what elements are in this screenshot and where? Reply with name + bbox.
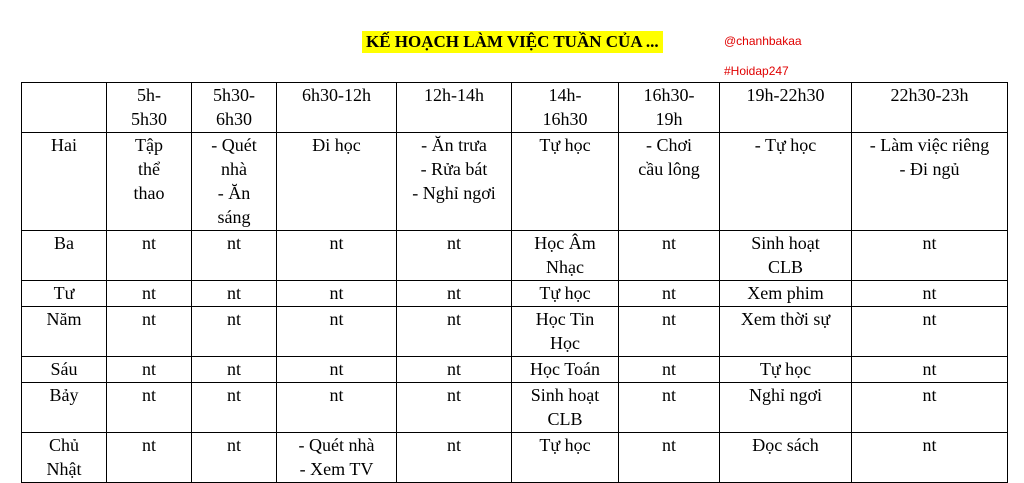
day-cell: Tư <box>22 281 107 307</box>
table-cell: Nghỉ ngơi <box>720 383 852 433</box>
table-cell: Tự học <box>512 433 619 483</box>
table-cell: - Ăn trưa - Rửa bát - Nghỉ ngơi <box>397 133 512 231</box>
table-row <box>22 307 1008 357</box>
header-cell-19h-22h30: 19h-22h30 <box>720 83 852 133</box>
day-cell: Chủ Nhật <box>22 433 107 483</box>
table-cell: - Quét nhà - Xem TV <box>277 433 397 483</box>
table-cell: nt <box>852 433 1008 483</box>
table-row <box>22 133 1008 231</box>
header-cell-22h30-23h: 22h30-23h <box>852 83 1008 133</box>
table-cell: nt <box>619 433 720 483</box>
table-row <box>22 281 1008 307</box>
table-cell: Tập thể thao <box>107 133 192 231</box>
table-cell: Xem thời sự <box>720 307 852 357</box>
table-cell: nt <box>192 231 277 281</box>
table-cell: Đi học <box>277 133 397 231</box>
day-cell: Sáu <box>22 357 107 383</box>
table-cell: Tự học <box>720 357 852 383</box>
table-cell: nt <box>192 383 277 433</box>
table-cell: nt <box>397 433 512 483</box>
page-title: KẾ HOẠCH LÀM VIỆC TUẦN CỦA ... <box>362 31 663 53</box>
table-cell: nt <box>107 433 192 483</box>
table-cell: - Tự học <box>720 133 852 231</box>
header-cell-12h-14h: 12h-14h <box>397 83 512 133</box>
table-cell: nt <box>192 307 277 357</box>
header-cell-5h-5h30: 5h- 5h30 <box>107 83 192 133</box>
table-cell: - Quét nhà - Ăn sáng <box>192 133 277 231</box>
table-body <box>22 133 1008 483</box>
table-cell: nt <box>852 383 1008 433</box>
table-cell: Sinh hoạt CLB <box>720 231 852 281</box>
day-cell: Bảy <box>22 383 107 433</box>
table-cell: nt <box>107 357 192 383</box>
table-cell: nt <box>619 357 720 383</box>
table-cell: nt <box>852 307 1008 357</box>
table-cell: nt <box>852 281 1008 307</box>
hashtag-label: #Hoidap247 <box>724 64 789 78</box>
table-cell: nt <box>852 231 1008 281</box>
table-cell: Học Toán <box>512 357 619 383</box>
table-cell: nt <box>397 307 512 357</box>
day-cell: Ba <box>22 231 107 281</box>
table-cell: Xem phim <box>720 281 852 307</box>
table-cell: nt <box>619 281 720 307</box>
table-cell: nt <box>192 281 277 307</box>
day-cell: Năm <box>22 307 107 357</box>
header-cell-6h30-12h: 6h30-12h <box>277 83 397 133</box>
table-cell: nt <box>852 357 1008 383</box>
table-cell: - Chơi cầu lông <box>619 133 720 231</box>
table-cell: nt <box>192 357 277 383</box>
table-cell: - Làm việc riêng - Đi ngủ <box>852 133 1008 231</box>
table-cell: nt <box>277 357 397 383</box>
table-cell: Tự học <box>512 133 619 231</box>
header-cell-day <box>22 83 107 133</box>
table-cell: nt <box>397 231 512 281</box>
weekly-schedule-table <box>21 82 1008 483</box>
table-cell: nt <box>619 231 720 281</box>
table-cell: nt <box>107 383 192 433</box>
table-cell: nt <box>107 307 192 357</box>
table-row <box>22 433 1008 483</box>
table-cell: nt <box>619 307 720 357</box>
table-cell: nt <box>192 433 277 483</box>
table-cell: nt <box>397 357 512 383</box>
table-row <box>22 357 1008 383</box>
table-cell: Học Tin Học <box>512 307 619 357</box>
table-cell: Học Âm Nhạc <box>512 231 619 281</box>
table-cell: Đọc sách <box>720 433 852 483</box>
table-cell: nt <box>397 383 512 433</box>
table-cell: nt <box>277 231 397 281</box>
table-row <box>22 231 1008 281</box>
table-cell: nt <box>277 307 397 357</box>
table-cell: nt <box>107 231 192 281</box>
header-cell-5h30-6h30: 5h30- 6h30 <box>192 83 277 133</box>
table-cell: nt <box>107 281 192 307</box>
table-cell: Sinh hoạt CLB <box>512 383 619 433</box>
header-cell-16h30-19h: 16h30- 19h <box>619 83 720 133</box>
header-cell-14h-16h30: 14h- 16h30 <box>512 83 619 133</box>
table-cell: nt <box>397 281 512 307</box>
table-cell: nt <box>277 281 397 307</box>
table-header-row <box>22 83 1008 133</box>
table-cell: nt <box>619 383 720 433</box>
author-handle: @chanhbakaa <box>724 34 802 48</box>
table-row <box>22 383 1008 433</box>
table-cell: Tự học <box>512 281 619 307</box>
table-cell: nt <box>277 383 397 433</box>
day-cell: Hai <box>22 133 107 231</box>
